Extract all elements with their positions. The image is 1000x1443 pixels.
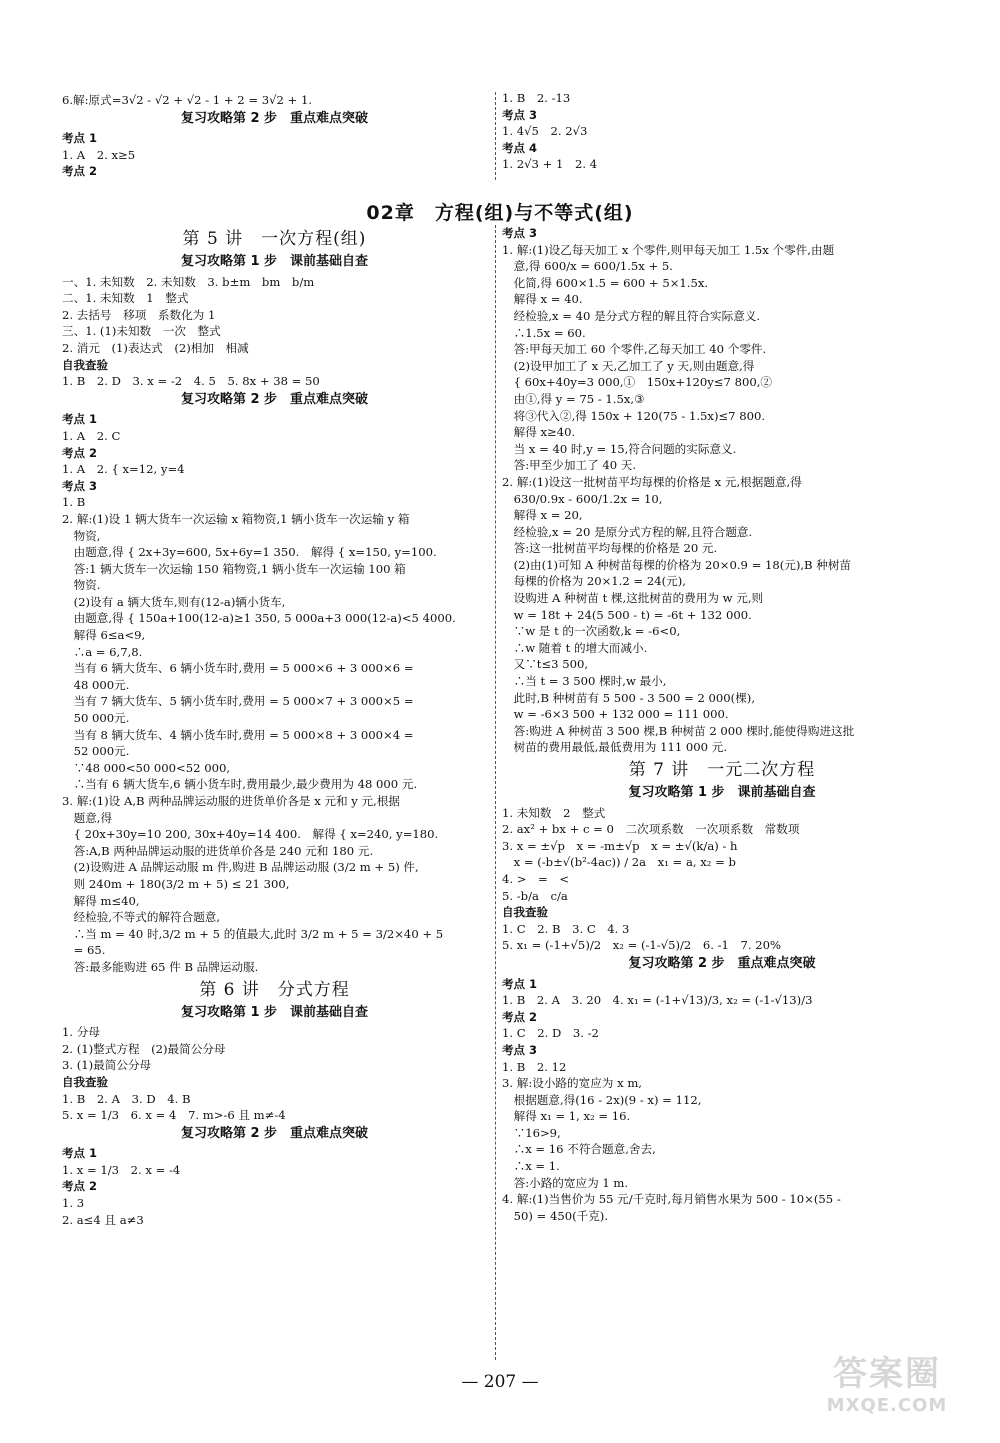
lecture-title: 第 5 讲 一次方程(组): [182, 229, 367, 249]
answer-line: 3. (1)最简公分母: [62, 1058, 152, 1073]
answer-line: 解得 x₁ = 1, x₂ = 16.: [502, 1109, 631, 1124]
answer-line: ∴w 随着 t 的增大而减小.: [502, 640, 648, 655]
answer-line: 答:甲至少加工了 40 天.: [502, 458, 637, 473]
answer-line: 5. -b/a c/a: [502, 888, 568, 903]
answer-line: 题意,得: [62, 810, 113, 825]
answer-line: 1. B 2. -13: [502, 91, 571, 105]
key-point-label: 自我查验: [62, 357, 108, 372]
left-main-column: [62, 225, 487, 1228]
section-heading: 复习攻略第 1 步 课前基础自查: [180, 1004, 369, 1020]
answer-line: 1. 未知数 2 整式: [502, 805, 606, 820]
answer-line: 3. x = ±√p x = -m±√p x = ±√(k/a) - h: [502, 838, 738, 853]
answer-line: 由题意,得 { 150a+100(12-a)≥1 350, 5 000a+3 000(12-a)<5 4000.: [62, 611, 456, 626]
answer-line: (2)设甲加工了 x 天,乙加工了 y 天,则由题意,得: [502, 358, 755, 373]
section-heading: 复习攻略第 2 步 重点难点突破: [180, 1125, 369, 1141]
answer-line: 化简,得 600×1.5 = 600 + 5×1.5x.: [502, 275, 709, 290]
right-main-column: [502, 225, 942, 1224]
answer-line: 1. 3: [62, 1196, 85, 1211]
answer-line: 2. a≤4 且 a≠3: [62, 1212, 144, 1227]
key-point-label: 考点 2: [62, 1179, 98, 1194]
answer-line: ∴1.5x = 60.: [502, 325, 586, 340]
section-heading: 复习攻略第 2 步 重点难点突破: [180, 110, 369, 126]
answer-line: 50 000元.: [62, 711, 130, 726]
answer-line: 1. A 2. x≥5: [62, 147, 136, 162]
answer-line: 当有 6 辆大货车、6 辆小货车时,费用 = 5 000×6 + 3 000×6 =: [62, 661, 414, 676]
answer-line: 630/0.9x - 600/1.2x = 10,: [502, 491, 663, 506]
key-point-label: 考点 1: [62, 412, 98, 427]
answer-line: w = 18t + 24(5 500 - t) = -6t + 132 000.: [502, 607, 752, 622]
key-point-label: 考点 1: [502, 976, 538, 991]
answer-line: 当有 7 辆大货车、5 辆小货车时,费用 = 5 000×7 + 3 000×5 =: [62, 694, 414, 709]
answer-line: 2. ax² + bx + c = 0 二次项系数 一次项系数 常数项: [502, 822, 800, 837]
answer-line: 1. A 2. C: [62, 428, 121, 443]
answer-line: 1. x = 1/3 2. x = -4: [62, 1162, 181, 1177]
answer-line: 答:A,B 两种品牌运动服的进货单价各是 240 元和 180 元.: [62, 843, 374, 858]
key-point-label: 考点 3: [502, 107, 538, 122]
answer-line: 答:最多能购进 65 件 B 品牌运动服.: [62, 959, 259, 974]
answer-line: ∴当 m = 40 时,3/2 m + 5 的值最大,此时 3/2 m + 5 = 3/2×40 + 5: [62, 926, 444, 941]
answer-line: 树苗的费用最低,最低费用为 111 000 元.: [502, 740, 727, 755]
answer-line: ∴a = 6,7,8.: [62, 644, 143, 659]
answer-line: 48 000元.: [62, 677, 130, 692]
key-point-label: 考点 1: [62, 131, 98, 146]
answer-line: 1. 4√5 2. 2√3: [502, 124, 588, 139]
key-point-label: 自我查验: [502, 905, 548, 920]
answer-line: 1. 2√3 + 1 2. 4: [502, 157, 598, 172]
answer-line: 经检验,x = 20 是原分式方程的解,且符合题意.: [502, 524, 753, 539]
answer-line: 解得 6≤a<9,: [62, 628, 146, 643]
top-left-column: [62, 92, 487, 180]
key-point-label: 考点 2: [62, 164, 98, 179]
answer-line: 52 000元.: [62, 744, 130, 759]
answer-line: 1. A 2. { x=12, y=4: [62, 462, 185, 477]
answer-line: 解得 x = 40.: [502, 292, 583, 307]
answer-line: 1. B 2. 12: [502, 1059, 567, 1074]
answer-line: 每棵的价格为 20×1.2 = 24(元),: [502, 574, 686, 589]
answer-line: 此时,B 种树苗有 5 500 - 3 500 = 2 000(棵),: [502, 690, 756, 705]
answer-line: 经检验,x = 40 是分式方程的解且符合实际意义.: [502, 308, 761, 323]
answer-line: 当 x = 40 时,y = 15,符合问题的实际意义.: [502, 441, 737, 456]
answer-line: 2. 消元 (1)表达式 (2)相加 相减: [62, 340, 249, 355]
key-point-label: 考点 4: [502, 140, 538, 155]
answer-line: ∴当 t = 3 500 棵时,w 最小,: [502, 674, 667, 689]
answer-line: (2)设购进 A 品牌运动服 m 件,购进 B 品牌运动服 (3/2 m + 5) 件,: [62, 860, 419, 875]
answer-line: 1. B 2. A 3. D 4. B: [62, 1091, 191, 1106]
answer-line: { 60x+40y=3 000,① 150x+120y≤7 800,②: [502, 375, 772, 390]
answer-line: ∴x = 1.: [502, 1159, 560, 1174]
answer-line: 二、1. 未知数 1 整式: [62, 291, 189, 306]
answer-line: 将③代入②,得 150x + 120(75 - 1.5x)≤7 800.: [502, 408, 766, 423]
answer-line: 1. B 2. D 3. x = -2 4. 5 5. 8x + 38 = 50: [62, 374, 320, 389]
answer-line: 解得 x = 20,: [502, 508, 583, 523]
answer-line: 物资,: [62, 528, 101, 543]
answer-line: 1. 解:(1)设乙每天加工 x 个零件,则甲每天加工 1.5x 个零件,由题: [502, 242, 835, 257]
answer-line: 1. B 2. A 3. 20 4. x₁ = (-1+√13)/3, x₂ = (-1-√13)/3: [502, 993, 813, 1008]
answer-line: 答:甲每天加工 60 个零件,乙每天加工 40 个零件.: [502, 342, 767, 357]
answer-line: ∴x = 16 不符合题意,舍去,: [502, 1142, 656, 1157]
answer-line: 3. 解:(1)设 A,B 两种品牌运动服的进货单价各是 x 元和 y 元,根据: [62, 794, 401, 808]
answer-line: = 65.: [62, 943, 106, 958]
answer-line: 1. 分母: [62, 1025, 100, 1040]
answer-line: 4. > = <: [502, 871, 570, 886]
answer-line: 2. 解:(1)设这一批树苗平均每棵的价格是 x 元,根据题意,得: [502, 474, 802, 489]
answer-line: 意,得 600/x = 600/1.5x + 5.: [502, 259, 673, 274]
answer-line: 5. x = 1/3 6. x = 4 7. m>-6 且 m≠-4: [62, 1108, 286, 1123]
column-divider-top: [495, 92, 496, 180]
answer-line: { 20x+30y=10 200, 30x+40y=14 400. 解得 { x=240, y=180.: [62, 827, 439, 842]
column-divider-main: [495, 225, 496, 1360]
answer-line: 则 240m + 180(3/2 m + 5) ≤ 21 300,: [62, 876, 290, 891]
answer-line: ∴当有 6 辆大货车,6 辆小货车时,费用最少,最少费用为 48 000 元.: [62, 777, 418, 792]
answer-line: 物资.: [62, 578, 101, 593]
answer-line: 设购进 A 种树苗 t 棵,这批树苗的费用为 w 元,则: [502, 591, 764, 606]
key-point-label: 考点 3: [502, 226, 538, 240]
answer-line: 4. 解:(1)当售价为 55 元/千克时,每月销售水果为 500 - 10×(55 -: [502, 1192, 841, 1207]
answer-line: 三、1. (1)未知数 一次 整式: [62, 324, 221, 339]
answer-line: 1. C 2. D 3. -2: [502, 1026, 599, 1041]
answer-line: 3. 解:设小路的宽应为 x m,: [502, 1076, 642, 1091]
key-point-label: 考点 3: [502, 1042, 538, 1057]
answer-line: w = -6×3 500 + 132 000 = 111 000.: [502, 707, 729, 722]
watermark-logo-text: 答案圈: [833, 1354, 941, 1394]
section-heading: 复习攻略第 1 步 课前基础自查: [628, 785, 816, 800]
key-point-label: 考点 3: [62, 478, 98, 493]
key-point-label: 考点 1: [62, 1146, 98, 1161]
answer-line: 由题意,得 { 2x+3y=600, 5x+6y=1 350. 解得 { x=150, y=100.: [62, 545, 437, 560]
answer-line: 答:购进 A 种树苗 3 500 棵,B 种树苗 2 000 棵时,能使得购进这批: [502, 723, 855, 738]
answer-line: 一、1. 未知数 2. 未知数 3. b±m bm b/m: [62, 274, 315, 289]
answer-line: 由①,得 y = 75 - 1.5x,③: [502, 391, 645, 406]
answer-line: 1. B: [62, 495, 86, 510]
answer-line: 经检验,不等式的解符合题意,: [62, 910, 221, 925]
answer-line: (2)设有 a 辆大货车,则有(12-a)辆小货车,: [62, 594, 286, 609]
answer-line: 解得 m≤40,: [62, 893, 140, 908]
key-point-label: 考点 2: [62, 445, 98, 460]
section-heading: 复习攻略第 2 步 重点难点突破: [628, 955, 816, 971]
lecture-title: 第 6 讲 分式方程: [199, 979, 350, 1000]
answer-line: x = (-b±√(b²-4ac)) / 2a x₁ = a, x₂ = b: [502, 855, 736, 870]
answer-line: 答:1 辆大货车一次运输 150 箱物资,1 辆小货车一次运输 100 箱: [62, 561, 406, 576]
answer-line: 又∵t≤3 500,: [502, 657, 589, 672]
answer-line: ∵w 是 t 的一次函数,k = -6<0,: [502, 624, 681, 639]
section-heading: 复习攻略第 1 步 课前基础自查: [180, 254, 369, 269]
key-point-label: 考点 2: [502, 1009, 538, 1024]
answer-line: 6.解:原式=3√2 - √2 + √2 - 1 + 2 = 3√2 + 1.: [62, 93, 313, 107]
answer-line: (2)由(1)可知 A 种树苗每棵的价格为 20×0.9 = 18(元),B 种树苗: [502, 557, 852, 572]
answer-line: 2. 去括号 移项 系数化为 1: [62, 307, 216, 322]
chapter-title: 02章 方程(组)与不等式(组): [366, 202, 634, 224]
top-right-column: [502, 90, 942, 173]
answer-line: 50) = 450(千克).: [502, 1208, 609, 1223]
key-point-label: 自我查验: [62, 1074, 108, 1089]
answer-line: 根据题意,得(16 - 2x)(9 - x) = 112,: [502, 1092, 702, 1107]
answer-line: ∵48 000<50 000<52 000,: [62, 760, 231, 775]
answer-line: 解得 x≥40.: [502, 425, 576, 440]
answer-line: 2. 解:(1)设 1 辆大货车一次运输 x 箱物资,1 辆小货车一次运输 y 箱: [62, 511, 410, 526]
answer-line: 答:小路的宽应为 1 m.: [502, 1175, 629, 1190]
answer-line: 答:这一批树苗平均每棵的价格是 20 元.: [502, 541, 718, 556]
watermark-logo: [792, 1353, 982, 1429]
lecture-title: 第 7 讲 一元二次方程: [628, 760, 816, 780]
section-heading: 复习攻略第 2 步 重点难点突破: [180, 391, 369, 407]
answer-line: 1. C 2. B 3. C 4. 3: [502, 921, 630, 936]
answer-line: ∵16>9,: [502, 1125, 561, 1140]
answer-line: 当有 8 辆大货车、4 辆小货车时,费用 = 5 000×8 + 3 000×4 =: [62, 727, 414, 742]
answer-line: 5. x₁ = (-1+√5)/2 x₂ = (-1-√5)/2 6. -1 7. 20%: [502, 938, 782, 953]
answer-line: 2. (1)整式方程 (2)最简公分母: [62, 1041, 226, 1056]
page-number: — 207 —: [461, 1372, 539, 1392]
watermark-url: MXQE.COM: [826, 1395, 948, 1416]
